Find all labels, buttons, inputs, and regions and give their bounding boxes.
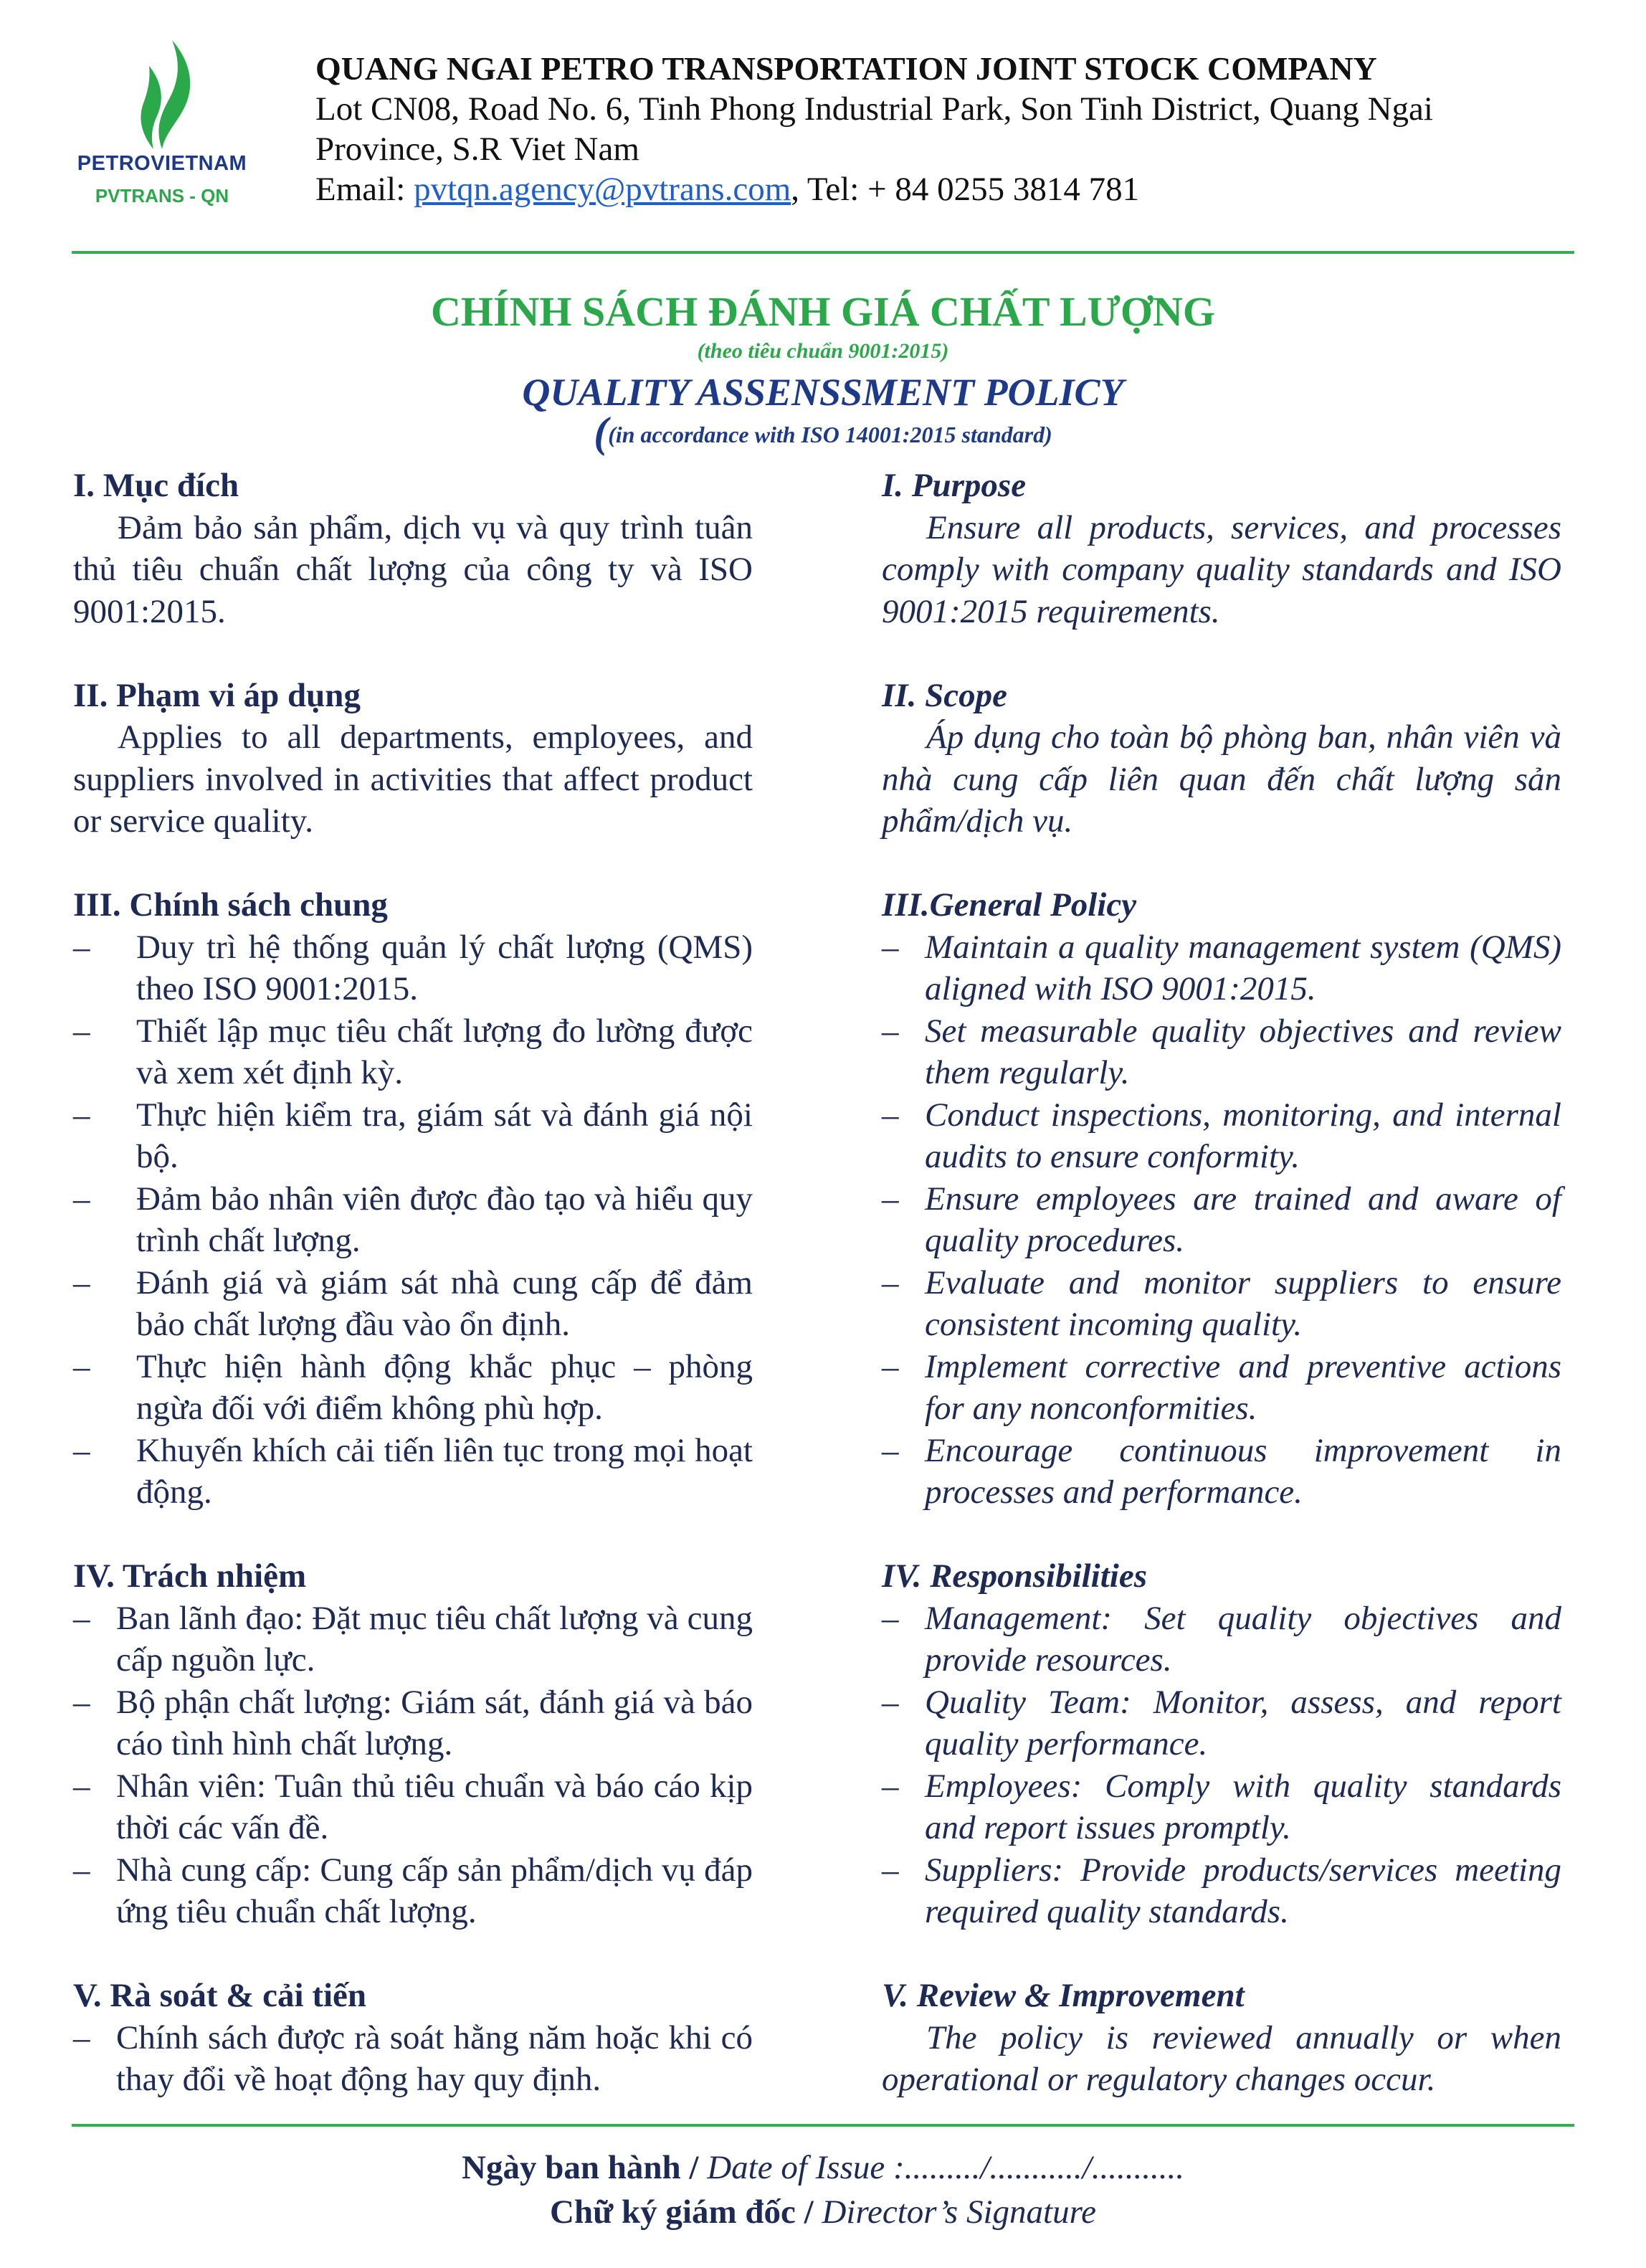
title-vietnamese-subtitle: (theo tiêu chuẩn 9001:2015) [697,339,949,363]
dash-bullet: – [882,1347,899,1385]
section-purpose-en [882,465,1561,632]
dash-bullet: – [73,1851,90,1889]
list-item [882,1346,1561,1430]
section-review-en [882,1975,1561,2101]
section-purpose-vn [73,465,753,632]
left-column [73,465,753,2143]
email-link[interactable]: pvtqn.agency@pvtrans.com [414,171,791,208]
list-item-text: Ban lãnh đạo: Đặt mục tiêu chất lượng và cung cấp nguồn lực. [116,1599,753,1679]
section-responsibilities-vn [73,1555,753,1933]
header-divider [72,251,1574,254]
dash-bullet: – [73,1180,90,1218]
company-info [315,49,1577,209]
list-item [882,1094,1561,1178]
title-english: QUALITY ASSENSSMENT POLICY [522,371,1124,414]
section-body: The policy is reviewed annually or when operational or regulatory changes occur. [882,2018,1561,2098]
list-item [882,1765,1561,1849]
policy-list [73,926,753,1514]
separator: / [680,2149,708,2186]
list-item [882,926,1561,1010]
policy-title [0,287,1646,456]
dash-bullet: – [73,928,90,966]
dash-bullet: – [882,1599,899,1637]
list-item-text: Implement corrective and preventive actions for any nonconformities. [925,1347,1561,1427]
list-item-text: Thực hiện kiểm tra, giám sát và đánh giá nội bộ. [136,1096,753,1175]
list-item [73,1430,753,1514]
list-item-text: Nhà cung cấp: Cung cấp sản phẩm/dịch vụ đáp ứng tiêu chuẩn chất lượng. [116,1851,753,1930]
list-item-text: Encourage continuous improvement in processes and performance. [925,1431,1561,1511]
list-item-text: Duy trì hệ thống quản lý chất lượng (QMS) theo ISO 9001:2015. [136,928,753,1007]
list-item [73,1010,753,1094]
dash-bullet: – [73,1683,90,1721]
dash-bullet: – [882,928,899,966]
list-item-text: Thiết lập mục tiêu chất lượng đo lường được và xem xét định kỳ. [136,1012,753,1091]
review-list [73,2017,753,2101]
list-item [882,1430,1561,1514]
section-heading: III. Chính sách chung [73,886,388,924]
list-item-text: Employees: Comply with quality standards and report issues promptly. [925,1767,1561,1846]
list-item-text: Quality Team: Monitor, assess, and report quality performance. [925,1683,1561,1762]
list-item [73,1681,753,1765]
dash-bullet: – [73,1599,90,1637]
list-item-text: Evaluate and monitor suppliers to ensure consistent incoming quality. [925,1263,1561,1343]
section-body: Ensure all products, services, and processes comply with company quality standards and ISO 9001:2015 requirements. [882,508,1561,630]
list-item [73,1849,753,1933]
list-item [73,1262,753,1346]
list-item-text: Chính sách được rà soát hằng năm hoặc khi có thay đổi về hoạt động hay quy định. [116,2018,753,2098]
dash-bullet: – [73,1767,90,1805]
dash-bullet: – [882,1012,899,1050]
section-body: Applies to all departments, employees, and suppliers involved in activities that affect product or service quality. [73,718,753,840]
footer-divider [72,2124,1574,2127]
section-body: Đảm bảo sản phẩm, dịch vụ và quy trình tuân thủ tiêu chuẩn chất lượng của công ty và ISO 9001:2015. [73,508,753,630]
logo-wordmark: PETROVIETNAM [77,152,247,175]
list-item-text: Suppliers: Provide products/services meeting required quality standards. [925,1851,1561,1930]
dash-bullet: – [73,1263,90,1301]
dash-bullet: – [73,1012,90,1050]
section-heading: IV. Responsibilities [882,1557,1148,1595]
list-item [882,1178,1561,1262]
list-item-text: Đảm bảo nhân viên được đào tạo và hiểu quy trình chất lượng. [136,1180,753,1259]
separator: / [795,2193,822,2231]
section-heading: III.General Policy [882,886,1137,924]
logo-subtitle: PVTRANS - QN [95,185,229,207]
title-english-subtitle [0,409,1646,456]
list-item [73,926,753,1010]
dash-bullet: – [882,1431,899,1469]
policy-list [882,926,1561,1514]
section-review-vn [73,1975,753,2101]
section-scope-en [882,675,1561,843]
list-item [882,1010,1561,1094]
list-item-text: Đánh giá và giám sát nhà cung cấp để đảm bảo chất lượng đầu vào ổn định. [136,1263,753,1343]
title-paren: ( [594,409,609,456]
list-item [73,1178,753,1262]
dash-bullet: – [882,1180,899,1218]
list-item [73,1598,753,1681]
list-item-text: Conduct inspections, monitoring, and internal audits to ensure conformity. [925,1096,1561,1175]
signature-block [0,2145,1646,2234]
issue-date-label-en: Date of Issue :........./.........../........... [707,2149,1184,2186]
list-item-text: Set measurable quality objectives and review them regularly. [925,1012,1561,1091]
dash-bullet: – [73,1096,90,1134]
section-heading: I. Purpose [882,467,1027,504]
section-heading: IV. Trách nhiệm [73,1557,307,1595]
email-label: Email: [315,171,414,208]
section-general-policy-en [882,884,1561,1514]
company-address-line-1: Lot CN08, Road No. 6, Tinh Phong Industrial Park, Son Tinh District, Quang Ngai [315,90,1433,128]
list-item-text: Khuyến khích cải tiến liên tục trong mọi hoạt động. [136,1431,753,1511]
list-item-text: Bộ phận chất lượng: Giám sát, đánh giá và báo cáo tình hình chất lượng. [116,1683,753,1762]
section-heading: I. Mục đích [73,467,239,504]
company-contact [315,169,1577,209]
title-vietnamese: CHÍNH SÁCH ĐÁNH GIÁ CHẤT LƯỢNG [430,288,1216,335]
dash-bullet: – [882,1767,899,1805]
list-item [882,1598,1561,1681]
company-address-line-2: Province, S.R Viet Nam [315,131,639,168]
section-heading: V. Review & Improvement [882,1977,1245,2014]
list-item-text: Management: Set quality objectives and provide resources. [925,1599,1561,1679]
responsibility-list [73,1598,753,1933]
signature-label-en: Director’s Signature [822,2193,1096,2231]
issue-date-line [0,2145,1646,2190]
signature-label-vn: Chữ ký giám đốc [550,2193,796,2231]
list-item [73,1346,753,1430]
list-item [73,2017,753,2101]
list-item [73,1094,753,1178]
flame-icon [122,37,208,152]
section-general-policy-vn [73,884,753,1514]
section-heading: V. Rà soát & cải tiến [73,1977,367,2014]
list-item-text: Thực hiện hành động khắc phục – phòng ngừa đối với điểm không phù hợp. [136,1347,753,1427]
list-item [882,1849,1561,1933]
dash-bullet: – [882,1096,899,1134]
section-responsibilities-en [882,1555,1561,1933]
signature-line [0,2190,1646,2234]
section-heading: II. Scope [882,676,1007,714]
section-heading: II. Phạm vi áp dụng [73,676,361,714]
section-body: Áp dụng cho toàn bộ phòng ban, nhân viên và nhà cung cấp liên quan đến chất lượng sản phẩm/dịch vụ. [882,718,1561,840]
list-item-text: Ensure employees are trained and aware of quality procedures. [925,1180,1561,1259]
dash-bullet: – [882,1851,899,1889]
dash-bullet: – [73,2018,90,2056]
company-logo [69,37,255,209]
list-item [882,1681,1561,1765]
issue-date-label-vn: Ngày ban hành [462,2149,681,2186]
dash-bullet: – [73,1431,90,1469]
section-scope-vn [73,675,753,843]
title-english-subtitle-text: (in accordance with ISO 14001:2015 standard) [608,422,1052,447]
phone-text: , Tel: + 84 0255 3814 781 [791,171,1140,208]
list-item [73,1765,753,1849]
list-item-text: Maintain a quality management system (QMS) aligned with ISO 9001:2015. [925,928,1561,1007]
dash-bullet: – [73,1347,90,1385]
dash-bullet: – [882,1683,899,1721]
dash-bullet: – [882,1263,899,1301]
list-item [882,1262,1561,1346]
responsibility-list [882,1598,1561,1933]
list-item-text: Nhân viên: Tuân thủ tiêu chuẩn và báo cáo kịp thời các vấn đề. [116,1767,753,1846]
company-name: QUANG NGAI PETRO TRANSPORTATION JOINT STOCK COMPANY [315,50,1377,87]
right-column [882,465,1561,2143]
